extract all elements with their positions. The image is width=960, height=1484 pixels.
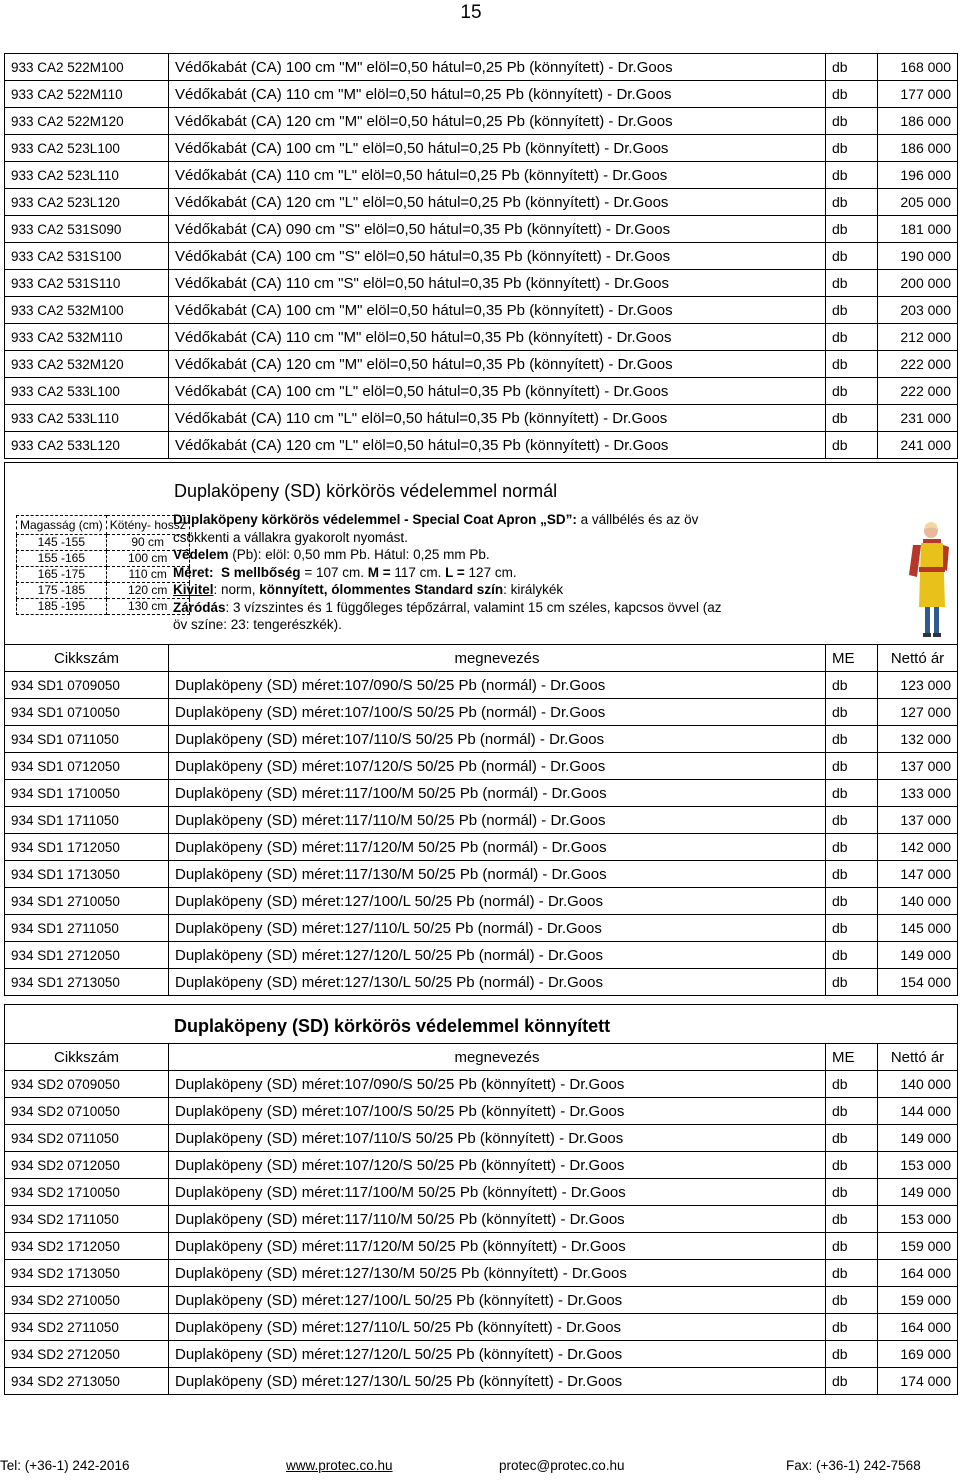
product-price: 149 000 <box>878 1179 958 1206</box>
product-unit: db <box>826 81 878 108</box>
product-code: 934 SD2 2711050 <box>5 1314 169 1341</box>
product-name: Duplaköpeny (SD) méret:117/130/M 50/25 Pb (normál) - Dr.Goos <box>169 861 826 888</box>
table-row <box>5 1152 958 1179</box>
product-unit: db <box>826 162 878 189</box>
product-code: 934 SD2 0712050 <box>5 1152 169 1179</box>
table-row <box>5 1341 958 1368</box>
design-bold: könnyített, ólommentes Standard szín <box>259 582 504 597</box>
product-name: Védőkabát (CA) 120 cm "M" elöl=0,50 hátul=0,25 Pb (könnyített) - Dr.Goos <box>169 108 826 135</box>
table-row <box>5 351 958 378</box>
product-code: 933 CA2 533L100 <box>5 378 169 405</box>
desc-closure <box>173 599 813 617</box>
product-code: 933 CA2 531S110 <box>5 270 169 297</box>
table-row <box>5 753 958 780</box>
product-name: Védőkabát (CA) 120 cm "L" elöl=0,50 hátul=0,35 Pb (könnyített) - Dr.Goos <box>169 432 826 459</box>
closure-text: : 3 vízszintes és 1 függőleges tépőzárral, valamint 15 cm széles, kapcsos övvel (az <box>225 599 722 615</box>
table-row <box>5 1179 958 1206</box>
product-price: 222 000 <box>878 351 958 378</box>
section-light-title: Duplaköpeny (SD) körkörös védelemmel könnyített <box>174 1016 611 1036</box>
product-unit: db <box>826 405 878 432</box>
table-row <box>5 807 958 834</box>
product-unit: db <box>826 1260 878 1287</box>
size-table-header <box>17 516 190 535</box>
product-name: Védőkabát (CA) 100 cm "L" elöl=0,50 hátul=0,35 Pb (könnyített) - Dr.Goos <box>169 378 826 405</box>
product-name: Duplaköpeny (SD) méret:107/100/S 50/25 Pb (könnyített) - Dr.Goos <box>169 1098 826 1125</box>
product-unit: db <box>826 915 878 942</box>
header-code: Cikkszám <box>5 1044 169 1071</box>
product-code: 934 SD1 1713050 <box>5 861 169 888</box>
header-price: Nettó ár <box>878 645 958 672</box>
desc-title: Duplaköpeny körkörös védelemmel - Special Coat Apron „SD”: <box>173 512 577 527</box>
product-price: 159 000 <box>878 1233 958 1260</box>
product-unit: db <box>826 324 878 351</box>
product-unit: db <box>826 699 878 726</box>
table-header-row <box>5 645 958 672</box>
table-row <box>5 297 958 324</box>
product-price: 205 000 <box>878 189 958 216</box>
table-row <box>5 1233 958 1260</box>
product-name: Duplaköpeny (SD) méret:117/110/M 50/25 Pb (normál) - Dr.Goos <box>169 807 826 834</box>
product-price: 174 000 <box>878 1368 958 1395</box>
size-height: 155 -165 <box>17 551 107 567</box>
product-price: 144 000 <box>878 1098 958 1125</box>
size-length: 130 cm <box>106 599 189 615</box>
product-code: 934 SD2 1711050 <box>5 1206 169 1233</box>
product-price: 153 000 <box>878 1206 958 1233</box>
desc-line-2: csökkenti a vállakra gyakorolt nyomást. <box>173 529 408 545</box>
product-code: 934 SD2 0710050 <box>5 1098 169 1125</box>
size-height: 175 -185 <box>17 583 107 599</box>
product-name: Védőkabát (CA) 120 cm "L" elöl=0,50 hátul=0,25 Pb (könnyített) - Dr.Goos <box>169 189 826 216</box>
product-code: 933 CA2 522M120 <box>5 108 169 135</box>
product-unit: db <box>826 1206 878 1233</box>
product-unit: db <box>826 54 878 81</box>
figure-leg-left <box>925 607 930 633</box>
product-unit: db <box>826 378 878 405</box>
table-row <box>5 969 958 996</box>
product-price: 149 000 <box>878 942 958 969</box>
product-name: Védőkabát (CA) 100 cm "M" elöl=0,50 hátul=0,35 Pb (könnyített) - Dr.Goos <box>169 297 826 324</box>
product-name: Védőkabát (CA) 110 cm "M" elöl=0,50 hátul=0,35 Pb (könnyített) - Dr.Goos <box>169 324 826 351</box>
apron-figure-image <box>903 521 951 639</box>
product-unit: db <box>826 108 878 135</box>
normal-product-table <box>4 644 958 996</box>
product-unit: db <box>826 780 878 807</box>
table-row <box>5 1098 958 1125</box>
table-row <box>5 81 958 108</box>
desc-protection <box>173 546 813 564</box>
table-row <box>5 108 958 135</box>
product-unit: db <box>826 270 878 297</box>
design-label: Kivitel <box>173 582 214 597</box>
size-length: 110 cm <box>106 567 189 583</box>
table-row <box>5 1260 958 1287</box>
product-price: 149 000 <box>878 1125 958 1152</box>
product-price: 186 000 <box>878 108 958 135</box>
figure-shoe-right <box>933 633 941 637</box>
product-price: 177 000 <box>878 81 958 108</box>
product-name: Védőkabát (CA) 090 cm "S" elöl=0,50 hátul=0,35 Pb (könnyített) - Dr.Goos <box>169 216 826 243</box>
table-row <box>5 942 958 969</box>
product-price: 147 000 <box>878 861 958 888</box>
table-row <box>5 243 958 270</box>
product-unit: db <box>826 297 878 324</box>
product-name: Védőkabát (CA) 100 cm "S" elöl=0,50 hátul=0,35 Pb (könnyített) - Dr.Goos <box>169 243 826 270</box>
product-price: 181 000 <box>878 216 958 243</box>
figure-arm-right <box>943 545 949 571</box>
product-unit: db <box>826 807 878 834</box>
size-l-val: 127 cm. <box>464 564 517 580</box>
product-unit: db <box>826 1287 878 1314</box>
product-code: 934 SD2 2712050 <box>5 1341 169 1368</box>
top-product-table <box>4 53 958 459</box>
product-price: 164 000 <box>878 1260 958 1287</box>
size-row <box>17 599 190 615</box>
size-m-val: 117 cm. <box>390 564 446 580</box>
product-name: Védőkabát (CA) 110 cm "S" elöl=0,50 hátul=0,35 Pb (könnyített) - Dr.Goos <box>169 270 826 297</box>
product-code: 934 SD1 1710050 <box>5 780 169 807</box>
product-unit: db <box>826 942 878 969</box>
table-row <box>5 324 958 351</box>
product-unit: db <box>826 888 878 915</box>
table-row <box>5 699 958 726</box>
product-unit: db <box>826 753 878 780</box>
product-unit: db <box>826 216 878 243</box>
desc-line-1 <box>173 511 813 529</box>
size-table-rows <box>17 535 190 615</box>
header-unit: ME <box>826 645 878 672</box>
size-height: 185 -195 <box>17 599 107 615</box>
figure-leg-right <box>934 607 939 633</box>
product-price: 140 000 <box>878 1071 958 1098</box>
product-unit: db <box>826 1098 878 1125</box>
table-row <box>5 54 958 81</box>
light-product-rows <box>5 1044 958 1395</box>
product-price: 142 000 <box>878 834 958 861</box>
product-price: 123 000 <box>878 672 958 699</box>
product-unit: db <box>826 189 878 216</box>
product-name: Védőkabát (CA) 120 cm "M" elöl=0,50 hátul=0,35 Pb (könnyített) - Dr.Goos <box>169 351 826 378</box>
desc-closure-2: öv színe: 23: tengerészkék). <box>173 617 342 632</box>
product-code: 933 CA2 523L120 <box>5 189 169 216</box>
product-name: Duplaköpeny (SD) méret:127/130/M 50/25 Pb (könnyített) - Dr.Goos <box>169 1260 826 1287</box>
product-name: Duplaköpeny (SD) méret:127/100/L 50/25 Pb (könnyített) - Dr.Goos <box>169 1287 826 1314</box>
product-unit: db <box>826 351 878 378</box>
section-normal-title: Duplaköpeny (SD) körkörös védelemmel normál <box>174 481 558 501</box>
size-height: 165 -175 <box>17 567 107 583</box>
table-row <box>5 135 958 162</box>
product-code: 934 SD1 1712050 <box>5 834 169 861</box>
size-length: 120 cm <box>106 583 189 599</box>
header-unit: ME <box>826 1044 878 1071</box>
product-unit: db <box>826 672 878 699</box>
header-name: megnevezés <box>169 1044 826 1071</box>
light-product-table <box>4 1043 958 1395</box>
product-code: 934 SD2 1710050 <box>5 1179 169 1206</box>
product-code: 934 SD1 0711050 <box>5 726 169 753</box>
size-header-height: Magasság (cm) <box>17 516 107 535</box>
page-number: 15 <box>460 2 482 23</box>
table-row <box>5 1206 958 1233</box>
header-price: Nettó ár <box>878 1044 958 1071</box>
product-name: Duplaköpeny (SD) méret:107/100/S 50/25 Pb (normál) - Dr.Goos <box>169 699 826 726</box>
size-length: 90 cm <box>106 535 189 551</box>
product-price: 145 000 <box>878 915 958 942</box>
top-product-rows <box>5 54 958 459</box>
header-name: megnevezés <box>169 645 826 672</box>
size-row <box>17 567 190 583</box>
product-name: Duplaköpeny (SD) méret:127/110/L 50/25 Pb (normál) - Dr.Goos <box>169 915 826 942</box>
product-unit: db <box>826 1341 878 1368</box>
product-code: 933 CA2 523L100 <box>5 135 169 162</box>
table-row <box>5 1071 958 1098</box>
product-price: 190 000 <box>878 243 958 270</box>
table-row <box>5 834 958 861</box>
product-unit: db <box>826 135 878 162</box>
header-code: Cikkszám <box>5 645 169 672</box>
product-price: 169 000 <box>878 1341 958 1368</box>
size-l: L = <box>445 564 465 580</box>
product-price: 133 000 <box>878 780 958 807</box>
product-unit: db <box>826 861 878 888</box>
design-text: : norm, <box>213 582 260 597</box>
product-name: Védőkabát (CA) 110 cm "L" elöl=0,50 hátul=0,35 Pb (könnyített) - Dr.Goos <box>169 405 826 432</box>
product-code: 934 SD2 1712050 <box>5 1233 169 1260</box>
product-price: 127 000 <box>878 699 958 726</box>
product-price: 212 000 <box>878 324 958 351</box>
product-code: 933 CA2 533L110 <box>5 405 169 432</box>
product-price: 200 000 <box>878 270 958 297</box>
product-price: 132 000 <box>878 726 958 753</box>
product-code: 934 SD1 2710050 <box>5 888 169 915</box>
protection-label: Védelem <box>173 547 229 562</box>
footer-fax: Fax: (+36-1) 242-7568 <box>786 1458 921 1473</box>
table-header-row <box>5 1044 958 1071</box>
size-header-length: Kötény- hossz <box>106 516 189 535</box>
table-row <box>5 672 958 699</box>
product-code: 933 CA2 531S100 <box>5 243 169 270</box>
desc-size <box>173 564 813 582</box>
product-code: 933 CA2 533L120 <box>5 432 169 459</box>
product-price: 153 000 <box>878 1152 958 1179</box>
footer-email-link[interactable]: protec@protec.co.hu <box>499 1458 625 1473</box>
table-row <box>5 1287 958 1314</box>
product-price: 241 000 <box>878 432 958 459</box>
product-code: 933 CA2 531S090 <box>5 216 169 243</box>
product-description <box>173 511 813 634</box>
product-name: Duplaköpeny (SD) méret:117/100/M 50/25 Pb (normál) - Dr.Goos <box>169 780 826 807</box>
product-name: Duplaköpeny (SD) méret:127/130/L 50/25 Pb (normál) - Dr.Goos <box>169 969 826 996</box>
product-unit: db <box>826 1152 878 1179</box>
product-price: 140 000 <box>878 888 958 915</box>
product-price: 159 000 <box>878 1287 958 1314</box>
product-code: 934 SD2 1713050 <box>5 1260 169 1287</box>
product-code: 934 SD1 2713050 <box>5 969 169 996</box>
product-code: 934 SD1 0710050 <box>5 699 169 726</box>
product-name: Duplaköpeny (SD) méret:117/100/M 50/25 Pb (könnyített) - Dr.Goos <box>169 1179 826 1206</box>
table-row <box>5 1314 958 1341</box>
product-code: 933 CA2 522M110 <box>5 81 169 108</box>
size-label: Méret: <box>173 564 214 580</box>
size-m: M = <box>367 564 391 580</box>
product-price: 154 000 <box>878 969 958 996</box>
product-code: 934 SD1 2712050 <box>5 942 169 969</box>
product-name: Duplaköpeny (SD) méret:127/110/L 50/25 Pb (könnyített) - Dr.Goos <box>169 1314 826 1341</box>
product-price: 186 000 <box>878 135 958 162</box>
product-code: 934 SD2 2710050 <box>5 1287 169 1314</box>
product-code: 934 SD2 0709050 <box>5 1071 169 1098</box>
product-name: Duplaköpeny (SD) méret:107/120/S 50/25 Pb (normál) - Dr.Goos <box>169 753 826 780</box>
table-row <box>5 861 958 888</box>
table-row <box>5 915 958 942</box>
product-name: Védőkabát (CA) 100 cm "L" elöl=0,50 hátul=0,25 Pb (könnyített) - Dr.Goos <box>169 135 826 162</box>
product-name: Duplaköpeny (SD) méret:107/090/S 50/25 Pb (normál) - Dr.Goos <box>169 672 826 699</box>
product-name: Duplaköpeny (SD) méret:127/130/L 50/25 Pb (könnyített) - Dr.Goos <box>169 1368 826 1395</box>
size-length: 100 cm <box>106 551 189 567</box>
size-height: 145 -155 <box>17 535 107 551</box>
size-row <box>17 551 190 567</box>
product-price: 168 000 <box>878 54 958 81</box>
product-unit: db <box>826 1368 878 1395</box>
desc-line1-rest: a vállbélés és az öv <box>576 512 699 527</box>
product-code: 933 CA2 532M110 <box>5 324 169 351</box>
protection-text: (Pb): elöl: 0,50 mm Pb. Hátul: 0,25 mm Pb. <box>228 547 490 562</box>
product-name: Duplaköpeny (SD) méret:107/110/S 50/25 Pb (könnyített) - Dr.Goos <box>169 1125 826 1152</box>
table-row <box>5 888 958 915</box>
product-code: 933 CA2 532M120 <box>5 351 169 378</box>
product-name: Duplaköpeny (SD) méret:127/120/L 50/25 Pb (normál) - Dr.Goos <box>169 942 826 969</box>
closure-label: Záródás <box>173 599 226 615</box>
table-row <box>5 270 958 297</box>
section-normal <box>4 462 958 645</box>
table-row <box>5 216 958 243</box>
product-unit: db <box>826 1233 878 1260</box>
table-row <box>5 726 958 753</box>
product-code: 934 SD1 0712050 <box>5 753 169 780</box>
product-unit: db <box>826 1179 878 1206</box>
product-name: Duplaköpeny (SD) méret:117/110/M 50/25 Pb (könnyített) - Dr.Goos <box>169 1206 826 1233</box>
product-price: 196 000 <box>878 162 958 189</box>
product-code: 934 SD1 1711050 <box>5 807 169 834</box>
size-s: S mellbőség <box>221 564 301 580</box>
desc-design <box>173 581 813 599</box>
table-row <box>5 405 958 432</box>
figure-shoe-left <box>923 633 931 637</box>
product-unit: db <box>826 243 878 270</box>
product-price: 164 000 <box>878 1314 958 1341</box>
normal-product-rows <box>5 645 958 996</box>
product-unit: db <box>826 834 878 861</box>
product-name: Duplaköpeny (SD) méret:127/100/L 50/25 Pb (normál) - Dr.Goos <box>169 888 826 915</box>
product-price: 231 000 <box>878 405 958 432</box>
product-price: 203 000 <box>878 297 958 324</box>
table-row <box>5 432 958 459</box>
product-name: Duplaköpeny (SD) méret:107/090/S 50/25 Pb (könnyített) - Dr.Goos <box>169 1071 826 1098</box>
product-unit: db <box>826 1125 878 1152</box>
product-unit: db <box>826 969 878 996</box>
product-unit: db <box>826 1314 878 1341</box>
figure-belt <box>919 567 945 572</box>
table-row <box>5 1125 958 1152</box>
table-row <box>5 162 958 189</box>
product-price: 137 000 <box>878 807 958 834</box>
product-price: 137 000 <box>878 753 958 780</box>
table-row <box>5 780 958 807</box>
product-code: 933 CA2 522M100 <box>5 54 169 81</box>
product-code: 934 SD2 0711050 <box>5 1125 169 1152</box>
product-name: Védőkabát (CA) 110 cm "M" elöl=0,50 hátul=0,25 Pb (könnyített) - Dr.Goos <box>169 81 826 108</box>
figure-apron <box>919 543 945 607</box>
product-code: 933 CA2 532M100 <box>5 297 169 324</box>
table-row <box>5 189 958 216</box>
product-name: Duplaköpeny (SD) méret:107/120/S 50/25 Pb (könnyített) - Dr.Goos <box>169 1152 826 1179</box>
size-s-val: = 107 cm. <box>300 564 368 580</box>
product-name: Duplaköpeny (SD) méret:127/120/L 50/25 Pb (könnyített) - Dr.Goos <box>169 1341 826 1368</box>
section-light <box>4 1004 958 1045</box>
footer-tel: Tel: (+36-1) 242-2016 <box>0 1458 130 1473</box>
product-name: Védőkabát (CA) 110 cm "L" elöl=0,50 hátul=0,25 Pb (könnyített) - Dr.Goos <box>169 162 826 189</box>
table-row <box>5 378 958 405</box>
size-row <box>17 583 190 599</box>
table-row <box>5 1368 958 1395</box>
product-name: Duplaköpeny (SD) méret:117/120/M 50/25 Pb (normál) - Dr.Goos <box>169 834 826 861</box>
product-code: 934 SD2 2713050 <box>5 1368 169 1395</box>
product-price: 222 000 <box>878 378 958 405</box>
product-unit: db <box>826 432 878 459</box>
product-code: 933 CA2 523L110 <box>5 162 169 189</box>
product-name: Duplaköpeny (SD) méret:117/120/M 50/25 Pb (könnyített) - Dr.Goos <box>169 1233 826 1260</box>
product-code: 934 SD1 0709050 <box>5 672 169 699</box>
figure-arm-left <box>909 545 921 577</box>
product-name: Védőkabát (CA) 100 cm "M" elöl=0,50 hátul=0,25 Pb (könnyített) - Dr.Goos <box>169 54 826 81</box>
footer-web-link[interactable]: www.protec.co.hu <box>286 1458 393 1473</box>
product-name: Duplaköpeny (SD) méret:107/110/S 50/25 Pb (normál) - Dr.Goos <box>169 726 826 753</box>
product-unit: db <box>826 726 878 753</box>
product-unit: db <box>826 1071 878 1098</box>
design-color: : királykék <box>503 582 564 597</box>
product-code: 934 SD1 2711050 <box>5 915 169 942</box>
size-table <box>16 515 190 615</box>
size-row <box>17 535 190 551</box>
